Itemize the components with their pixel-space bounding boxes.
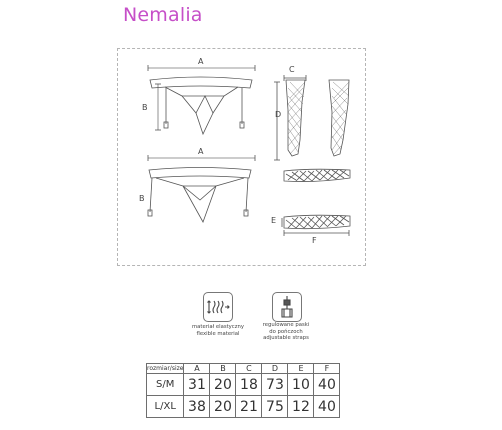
stockings-fishnet-texture bbox=[288, 82, 349, 154]
dimension-label-f: F bbox=[312, 236, 317, 245]
elastic-material-caption bbox=[186, 324, 250, 337]
size-cell: 31 bbox=[184, 374, 210, 396]
size-cell: 40 bbox=[314, 396, 340, 418]
garter-belt-top-view bbox=[148, 65, 255, 134]
adjustable-strap-icon bbox=[272, 292, 302, 322]
dimension-label-d: D bbox=[275, 110, 282, 119]
size-table-col-c: C bbox=[236, 364, 262, 374]
size-cell: 38 bbox=[184, 396, 210, 418]
dimension-label-a-bottom: A bbox=[198, 147, 204, 156]
size-cell: 10 bbox=[288, 374, 314, 396]
elastic-material-icon bbox=[203, 292, 233, 322]
stocking-leg-top-side bbox=[284, 169, 350, 181]
adjustable-strap-caption bbox=[252, 322, 320, 342]
size-cell: 20 bbox=[210, 396, 236, 418]
size-table-row-sm bbox=[147, 374, 340, 396]
size-table-col-a: A bbox=[184, 364, 210, 374]
size-table bbox=[146, 363, 340, 418]
stocking-leg-bottom-side bbox=[282, 215, 350, 236]
size-table-row-lxl bbox=[147, 396, 340, 418]
dimension-label-a-top: A bbox=[198, 57, 204, 66]
garter-belt-side-view bbox=[148, 155, 255, 222]
size-table-corner: rozmiar/size bbox=[147, 365, 184, 372]
product-title: Nemalia bbox=[123, 4, 203, 26]
dimension-label-c: C bbox=[289, 65, 295, 74]
size-cell: 73 bbox=[262, 374, 288, 396]
size-table-col-f: F bbox=[314, 364, 340, 374]
size-cell: 20 bbox=[210, 374, 236, 396]
size-cell: 40 bbox=[314, 374, 340, 396]
adjustable-strap-label-en: adjustable straps bbox=[263, 335, 309, 341]
adjustable-strap-label-pl2: do pończoch bbox=[269, 328, 303, 335]
dimension-label-e: E bbox=[271, 216, 277, 225]
size-table-col-b: B bbox=[210, 364, 236, 374]
size-table-header-row bbox=[147, 364, 340, 374]
dimension-label-b-top: B bbox=[142, 103, 148, 112]
size-table-col-d: D bbox=[262, 364, 288, 374]
size-label-lxl: L/XL bbox=[147, 396, 184, 418]
elastic-material-label-pl: materiał elastyczny bbox=[192, 324, 244, 330]
adjustable-strap-label-pl: regulowane paski bbox=[262, 322, 310, 328]
size-cell: 12 bbox=[288, 396, 314, 418]
size-cell: 21 bbox=[236, 396, 262, 418]
size-table-col-e: E bbox=[288, 364, 314, 374]
size-cell: 75 bbox=[262, 396, 288, 418]
dimension-label-b-bottom: B bbox=[139, 194, 145, 203]
elastic-material-label-en: flexible material bbox=[196, 330, 240, 337]
stockings-front-view bbox=[274, 75, 349, 160]
size-cell: 18 bbox=[236, 374, 262, 396]
size-label-sm: S/M bbox=[147, 374, 184, 396]
